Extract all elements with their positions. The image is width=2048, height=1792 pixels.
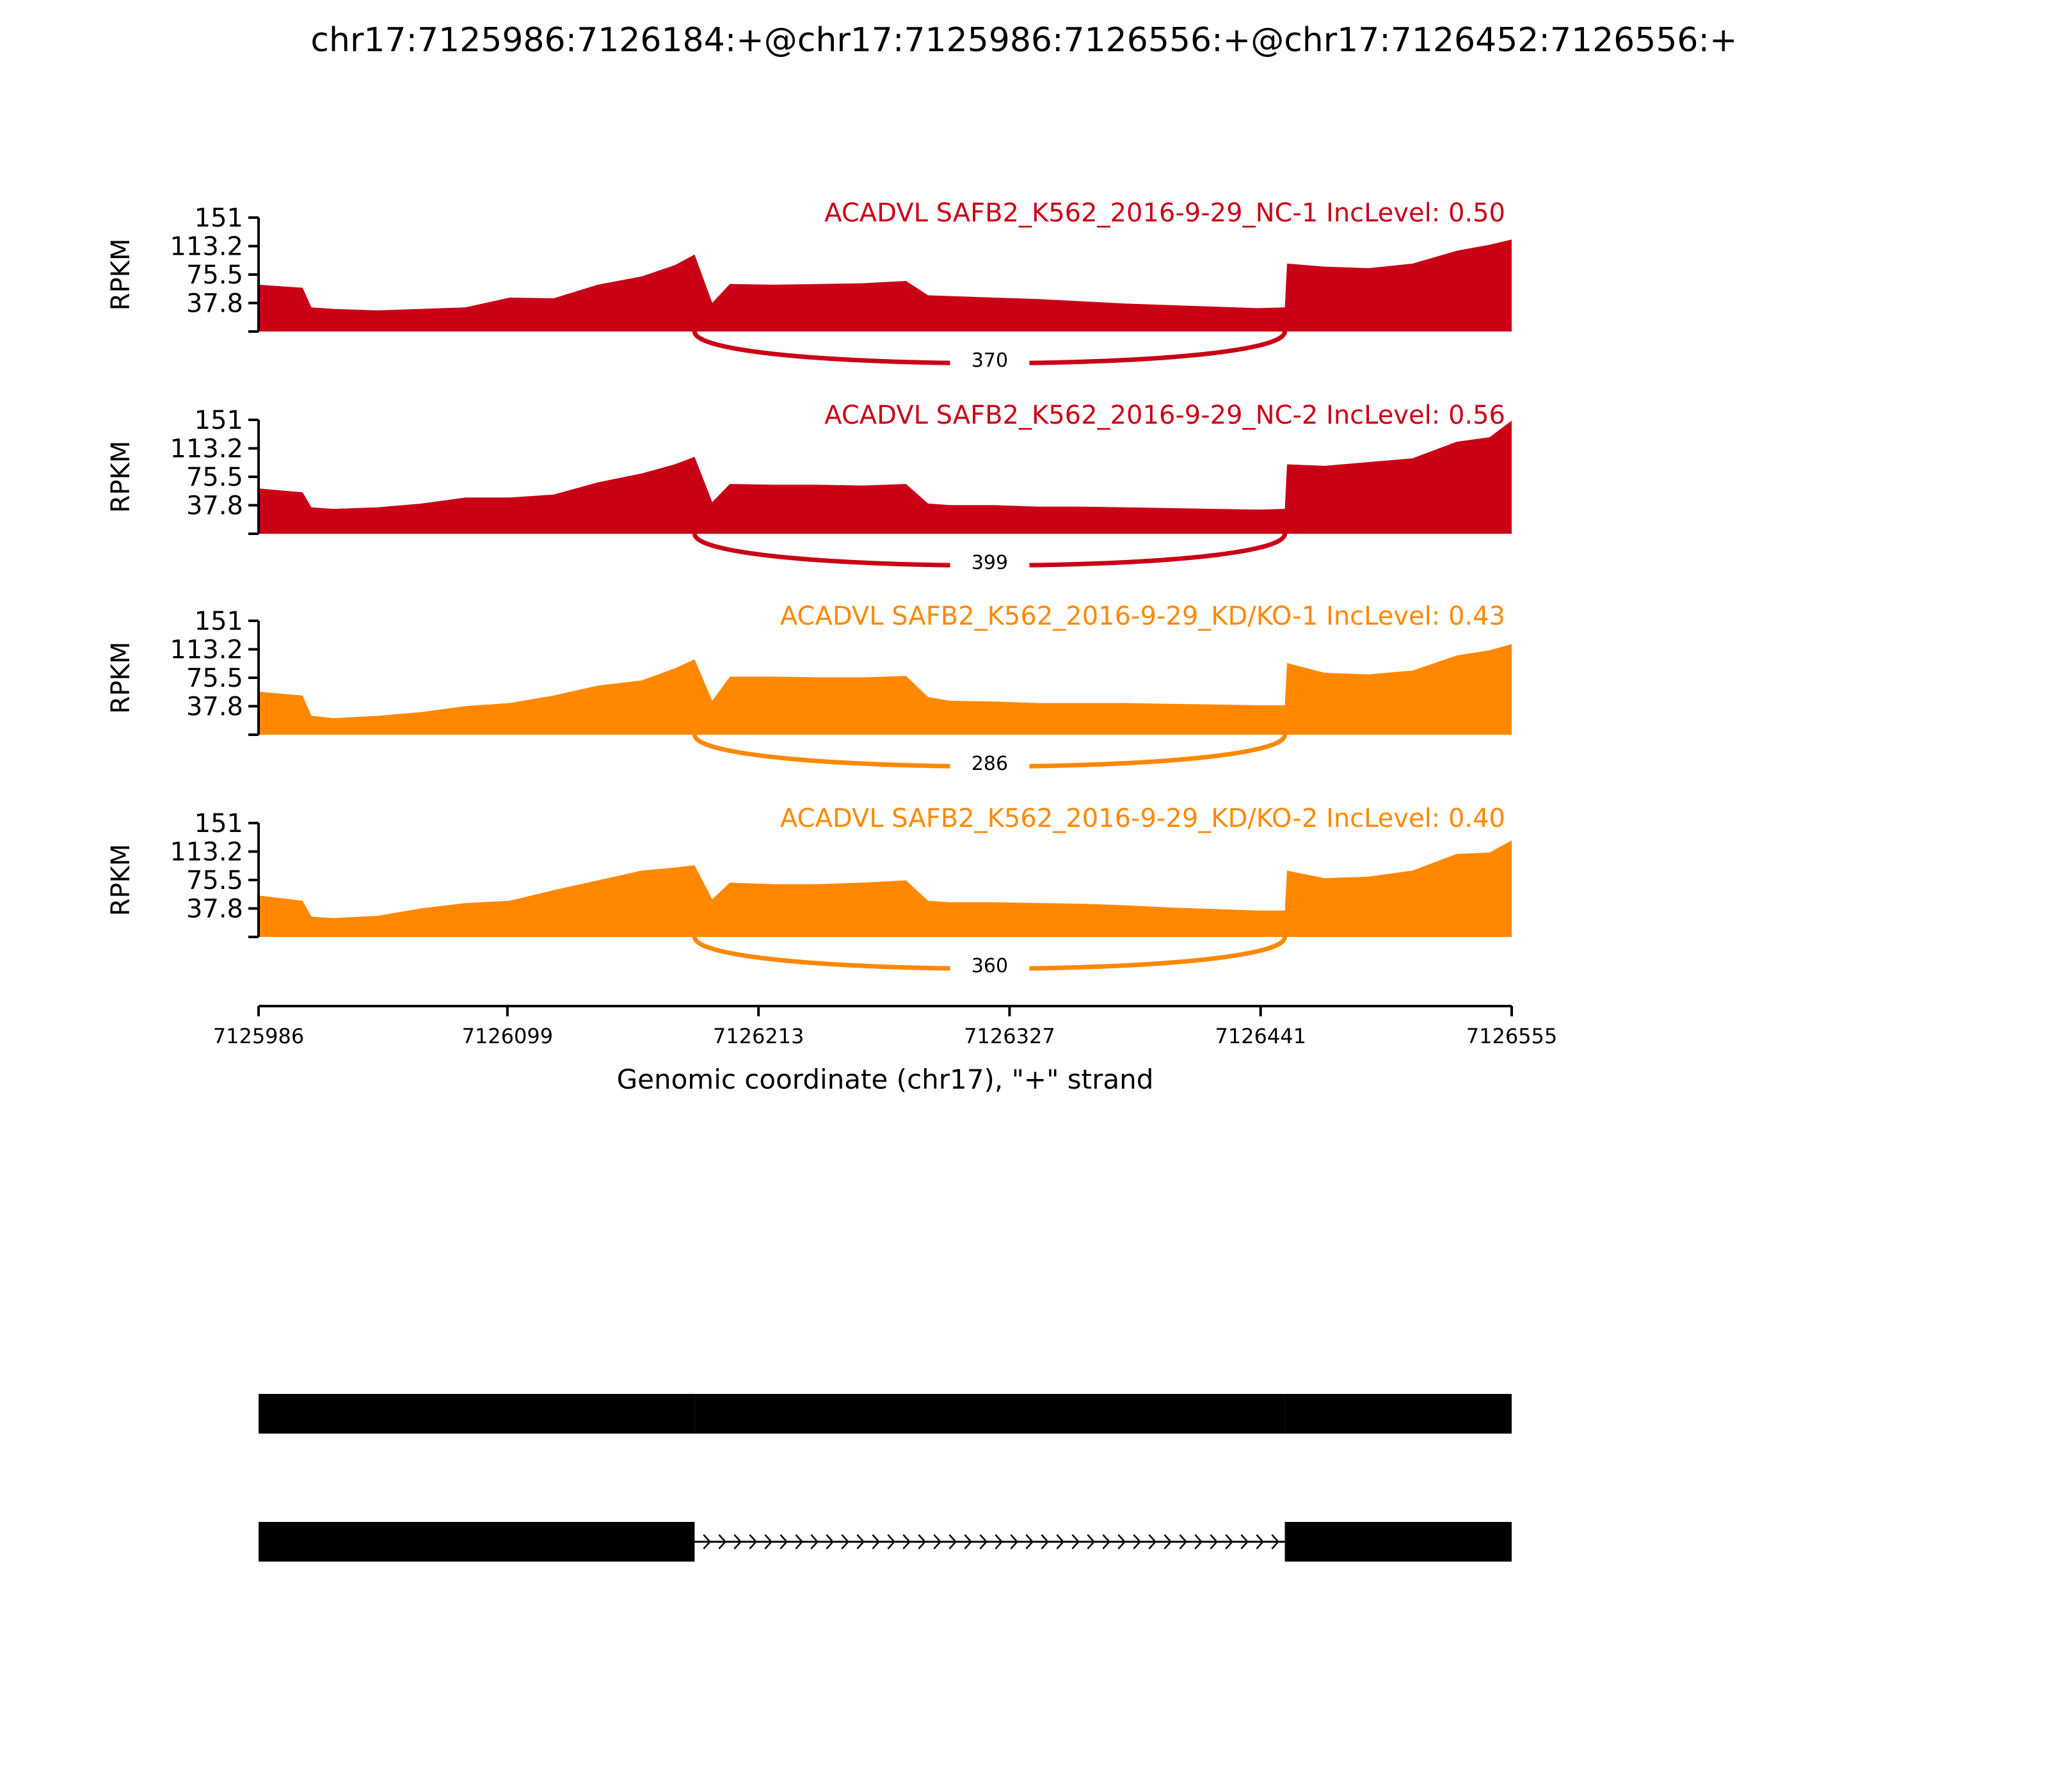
sample-label: ACADVL SAFB2_K562_2016-9-29_NC-2 IncLevel: 0.56 [824,401,1505,430]
isoform-inclusion [259,1394,1512,1434]
y-axis-title: RPKM [106,238,136,311]
y-tick-label: 113.2 [170,434,243,464]
y-tick-label: 37.8 [186,289,243,319]
coverage-area [259,420,1512,534]
x-tick-label: 7126555 [1466,1024,1558,1048]
y-tick-label: 75.5 [186,463,243,492]
exon-block [259,1522,694,1562]
y-tick-label: 75.5 [186,664,243,693]
coverage-area [259,644,1512,735]
coverage-area [259,239,1512,332]
y-tick-label: 113.2 [170,232,243,262]
y-tick-label: 37.8 [186,491,243,521]
y-tick-label: 151 [194,204,243,233]
exon-block [694,1394,1284,1434]
coverage-area [259,840,1512,937]
x-tick-label: 7126099 [461,1024,554,1048]
y-tick-label: 75.5 [186,260,243,290]
track-2 [106,401,1512,575]
plot-title: chr17:7125986:7126184:+@chr17:7125986:7126556:+@chr17:7126452:7126556:+ [310,21,1738,60]
exon-block [259,1394,694,1434]
x-axis [213,1006,1558,1048]
y-tick-label: 113.2 [170,837,243,867]
sample-label: ACADVL SAFB2_K562_2016-9-29_KD/KO-1 IncLevel: 0.43 [780,602,1505,631]
junction-count: 360 [971,955,1009,977]
y-tick-label: 151 [194,406,243,435]
sample-label: ACADVL SAFB2_K562_2016-9-29_KD/KO-2 IncLevel: 0.40 [780,804,1505,833]
y-tick-label: 75.5 [186,866,243,895]
y-axis-title: RPKM [106,440,136,513]
y-tick-label: 37.8 [186,894,243,924]
x-tick-label: 7126327 [964,1024,1055,1048]
junction-count: 286 [971,753,1009,775]
x-tick-label: 7126441 [1215,1024,1306,1048]
sample-label: ACADVL SAFB2_K562_2016-9-29_NC-1 IncLevel: 0.50 [824,198,1505,228]
exon-block [1285,1522,1512,1562]
track-3 [106,602,1512,776]
junction-count: 370 [971,349,1009,372]
y-axis-title: RPKM [106,844,136,916]
x-tick-label: 7125986 [212,1024,305,1048]
exon-block [1285,1394,1512,1434]
y-tick-label: 151 [194,809,243,838]
junction-count: 399 [971,552,1009,574]
y-tick-label: 151 [194,607,243,636]
gene-model [259,1394,1512,1562]
x-axis-label: Genomic coordinate (chr17), "+" strand [616,1064,1154,1095]
track-4 [106,804,1512,978]
y-tick-label: 113.2 [170,635,243,665]
isoform-skipping [259,1522,1512,1562]
track-layer [106,198,1512,978]
x-tick-label: 7126213 [712,1024,804,1048]
track-1 [106,198,1512,372]
y-tick-label: 37.8 [186,692,243,722]
y-axis-title: RPKM [106,641,136,714]
